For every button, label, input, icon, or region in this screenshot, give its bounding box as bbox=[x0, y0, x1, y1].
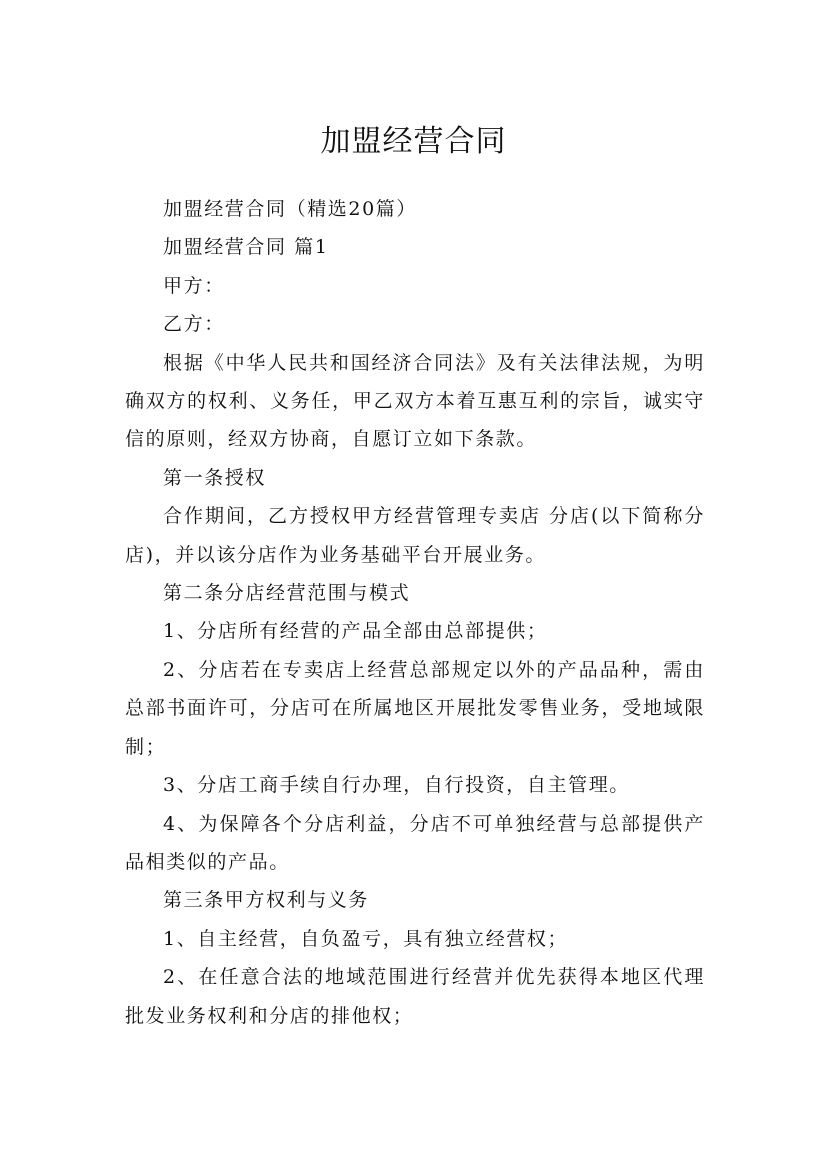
paragraph-article-3-item-1: 1、自主经营，自负盈亏，具有独立经营权； bbox=[163, 927, 569, 950]
document-title: 加盟经营合同 bbox=[320, 124, 507, 160]
paragraph-article-3-item-2: 2、在任意合法的地域范围进行经营并优先获得本地区代理批发业务权利和分店的排他权； bbox=[125, 966, 705, 1027]
paragraph-article-2-item-3: 3、分店工商手续自行办理，自行投资，自主管理。 bbox=[163, 774, 630, 797]
paragraph-preamble: 根据《中华人民共和国经济合同法》及有关法律法规，为明确双方的权利、义务任，甲乙双方本着互惠互利的宗旨，诚实守信的原则，经双方协商，自愿订立如下条款。 bbox=[125, 351, 705, 451]
paragraph-article-2-item-1: 1、分店所有经营的产品全部由总部提供； bbox=[163, 620, 548, 643]
paragraph-article-3-heading: 第三条甲方权利与义务 bbox=[163, 889, 370, 912]
paragraph-article-2-item-4: 4、为保障各个分店利益，分店不可单独经营与总部提供产品相类似的产品。 bbox=[125, 812, 705, 873]
paragraph-section-heading: 加盟经营合同 篇1 bbox=[163, 236, 329, 259]
paragraph-article-1-heading: 第一条授权 bbox=[163, 466, 267, 489]
paragraph-article-2-heading: 第二条分店经营范围与模式 bbox=[163, 582, 411, 605]
document-body bbox=[125, 190, 705, 1035]
paragraph-party-b: 乙方： bbox=[163, 313, 225, 336]
paragraph-party-a: 甲方： bbox=[163, 274, 225, 297]
paragraph-article-2-item-2: 2、分店若在专卖店上经营总部规定以外的产品品种，需由总部书面许可，分店可在所属地区开展批发零售业务，受地域限制； bbox=[125, 658, 705, 758]
paragraph-subtitle: 加盟经营合同（精选20篇） bbox=[163, 198, 417, 220]
paragraph-article-1-text: 合作期间，乙方授权甲方经营管理专卖店 分店(以下简称分店)，并以该分店作为业务基础平台开展业务。 bbox=[125, 505, 705, 566]
